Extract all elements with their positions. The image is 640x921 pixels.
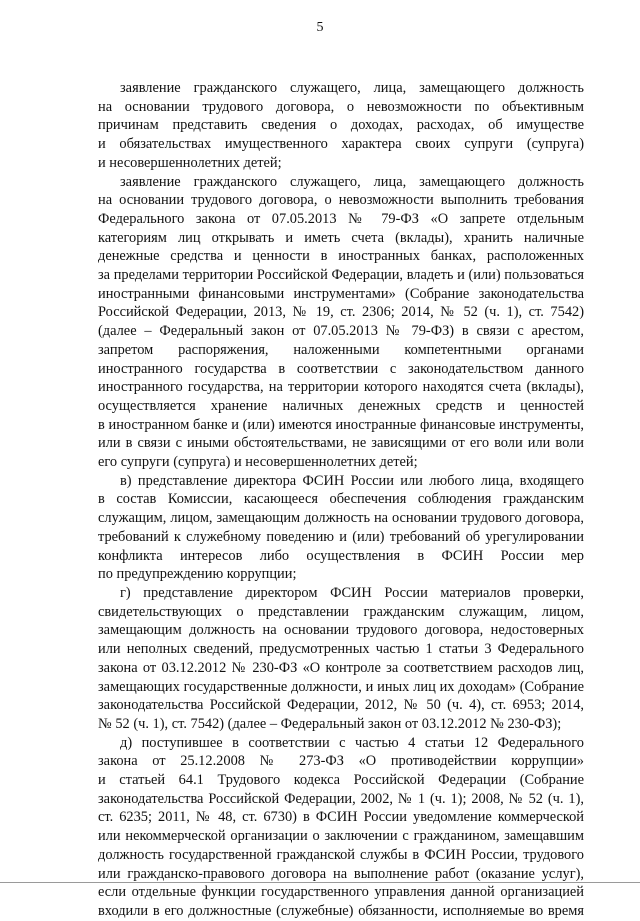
text-line: закона от 25.12.2008 № 273-ФЗ «О противодействии коррупции» bbox=[98, 753, 584, 770]
text-line: по предупреждению коррупции; bbox=[98, 566, 297, 583]
text-line: за пределами территории Российской Федерации, владеть и (или) пользоваться bbox=[98, 267, 584, 284]
paragraph bbox=[98, 173, 584, 472]
text-line: замещающих государственные должности, и иных лиц их доходам» (Собрание bbox=[98, 678, 584, 695]
text-line: д) поступившее в соответствии с частью 4 статьи 12 Федерального bbox=[120, 734, 584, 751]
paragraph bbox=[98, 472, 584, 584]
text-line: иностранного государства в соответствии с законодательством данного bbox=[98, 360, 584, 377]
text-line: в) представление директора ФСИН России или любого лица, входящего bbox=[120, 472, 584, 489]
text-line: в состав Комиссии, касающееся обеспечения соблюдения гражданским bbox=[98, 491, 584, 508]
text-line: (далее – Федеральный закон от 07.05.2013 № 79-ФЗ) в связи с арестом, bbox=[98, 323, 584, 340]
text-line: требований к служебному поведению и (или) требований об урегулировании bbox=[98, 528, 584, 545]
text-line: законодательства Российской Федерации, 2002, № 1 (ч. 1); 2008, № 52 (ч. 1), bbox=[98, 790, 584, 807]
text-line: или в связи с иными обстоятельствами, не зависящими от его воли или воли bbox=[98, 435, 584, 452]
text-line: и несовершеннолетних детей; bbox=[98, 154, 282, 171]
text-line: закона от 03.12.2012 № 230-ФЗ «О контроле за соответствием расходов лиц, bbox=[98, 659, 584, 676]
text-line: г) представление директором ФСИН России материалов проверки, bbox=[120, 584, 584, 601]
text-line: запретом распоряжения, наложенными компетентными органами bbox=[98, 341, 584, 358]
page-bottom-rule bbox=[0, 882, 640, 883]
text-line: на основании трудового договора, о невозможности по объективным bbox=[98, 98, 584, 115]
text-line: № 52 (ч. 1), ст. 7542) (далее – Федеральный закон от 03.12.2012 № 230-ФЗ); bbox=[98, 715, 562, 732]
text-line: служащим, лицом, замещающим должность на основании трудового договора, bbox=[98, 510, 584, 527]
text-line: Российской Федерации, 2013, № 19, ст. 2306; 2014, № 52 (ч. 1), ст. 7542) bbox=[98, 304, 584, 321]
text-line: причинам представить сведения о доходах, расходах, об имуществе bbox=[98, 117, 584, 134]
text-line: замещающим должность на основании трудового договора, недостоверных bbox=[98, 622, 584, 639]
text-line: осуществляется хранение наличных денежных средств и ценностей bbox=[98, 397, 584, 414]
text-line: его супруги (супруга) и несовершеннолетних детей; bbox=[98, 454, 418, 471]
text-line: законодательства Российской Федерации, 2012, № 50 (ч. 4), ст. 6953; 2014, bbox=[98, 697, 584, 714]
text-line: денежные средства и ценности в иностранных банках, расположенных bbox=[98, 248, 584, 265]
text-line: на основании трудового договора, о невозможности выполнить требования bbox=[98, 192, 584, 209]
page-number: 5 bbox=[316, 20, 324, 35]
text-line: и обязательствах имущественного характера своих супруги (супруга) bbox=[98, 136, 584, 153]
text-line: и статьей 64.1 Трудового кодекса Российской Федерации (Собрание bbox=[98, 772, 584, 789]
text-line: свидетельствующих о представлении гражданским служащим, лицом, bbox=[98, 603, 584, 620]
text-line: входили в его должностные (служебные) обязанности, исполняемые во время bbox=[98, 902, 584, 919]
paragraph bbox=[98, 734, 584, 921]
text-line: должность государственной гражданской службы в ФСИН России, трудового bbox=[98, 846, 584, 863]
text-line: иностранными финансовыми инструментами» (Собрание законодательства bbox=[98, 285, 584, 302]
text-line: категориям лиц открывать и иметь счета (вклады), хранить наличные bbox=[98, 229, 584, 246]
text-line: или гражданско-правового договора на выполнение работ (оказание услуг), bbox=[98, 865, 584, 882]
paragraph bbox=[98, 79, 584, 173]
paragraph bbox=[98, 584, 584, 734]
text-line: ст. 6235; 2011, № 48, ст. 6730) в ФСИН России уведомление коммерческой bbox=[98, 809, 584, 826]
text-line: Федерального закона от 07.05.2013 № 79-ФЗ «О запрете отдельным bbox=[98, 210, 584, 227]
text-line: если отдельные функции государственного управления данной организацией bbox=[98, 884, 584, 901]
text-line: или неполных сведений, предусмотренных частью 1 статьи 3 Федерального bbox=[98, 641, 584, 658]
text-line: или некоммерческой организации о заключении с гражданином, замещавшим bbox=[98, 828, 584, 845]
text-line: конфликта интересов либо осуществления в ФСИН России мер bbox=[98, 547, 584, 564]
text-line: заявление гражданского служащего, лица, замещающего должность bbox=[120, 80, 584, 96]
document-body bbox=[98, 79, 584, 921]
text-line: в иностранном банке и (или) имеются иностранные финансовые инструменты, bbox=[98, 416, 584, 433]
text-line: заявление гражданского служащего, лица, замещающего должность bbox=[120, 173, 584, 190]
text-line: иностранного государства, на территории которого находятся счета (вклады), bbox=[98, 379, 584, 396]
